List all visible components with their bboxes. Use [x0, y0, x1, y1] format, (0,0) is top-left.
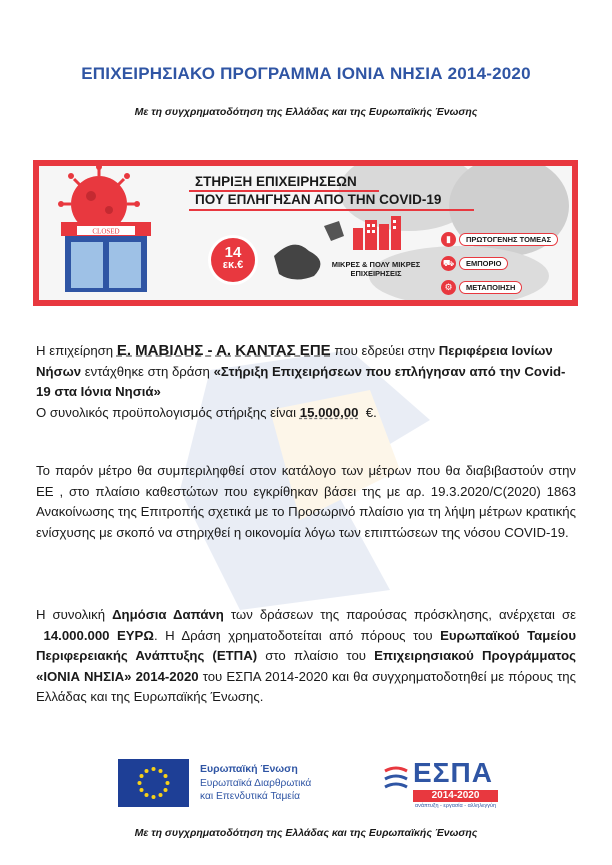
company-paragraph [36, 341, 576, 423]
banner-underline [189, 209, 474, 211]
eu-line1: Ευρωπαϊκή Ένωση [200, 763, 298, 775]
budget-amount: 15.000,00 [299, 404, 359, 420]
sector-item [441, 254, 569, 272]
text-span: Η συνολική [36, 607, 106, 622]
text-span: των δράσεων της παρούσας πρόσκλησης, ανέρχεται σε [230, 607, 576, 622]
gear-icon: ⚙ [441, 280, 456, 295]
espa-word: ΕΣΠΑ [413, 757, 493, 788]
region-name: Περιφέρεια Ιονίων Νήσων [36, 343, 553, 379]
public-expenditure-label: Δημόσια Δαπάνη [112, 607, 224, 622]
espa-logo [383, 759, 503, 811]
page-title: ΕΠΙΧΕΙΡΗΣΙΑΚΟ ΠΡΟΓΡΑΜΜΑ ΙΟΝΙΑ ΝΗΣΙΑ 2014-2020 [81, 64, 531, 83]
covid-support-banner [33, 160, 578, 306]
sector-list [441, 230, 569, 302]
company-name: Ε. ΜΑΒΙΛΗΣ - Α. ΚΑΝΤΑΣ ΕΠΕ [116, 342, 331, 359]
budget-badge [211, 238, 255, 282]
sector-label: ΕΜΠΟΡΙΟ [459, 257, 508, 270]
sector-item [441, 230, 569, 248]
text-span: του ΕΣΠΑ 2014-2020 και θα συγχρηματοδοτηθεί με πόρους της Ελλάδας και της Ευρωπαϊκής Ένωσης. [36, 668, 576, 704]
espa-tagline: ανάπτυξη - εργασία - αλληλεγγύη [414, 803, 497, 809]
eu-line2: Ευρωπαϊκά Διαρθρωτικά [200, 777, 312, 789]
cart-icon: ⛟ [441, 256, 456, 271]
sector-item [441, 278, 569, 296]
espa-years: 2014-2020 [413, 790, 498, 802]
fund-name: Ευρωπαϊκού Ταμείου Περιφερειακής Ανάπτυξης (ΕΤΠΑ) [36, 627, 576, 663]
sector-label: ΠΡΩΤΟΓΕΝΗΣ ΤΟΜΕΑΣ [459, 233, 558, 246]
eu-flag-icon [118, 759, 189, 807]
espa-flag-icon [383, 765, 409, 795]
text-span: στο πλαίσιο του [265, 648, 366, 663]
sector-label: ΜΕΤΑΠΟΙΗΣΗ [459, 281, 522, 294]
text-span: . Η Δράση χρηματοδοτείται από πόρους του [153, 627, 433, 643]
page-subtitle: Με τη συγχρηματοδότηση της Ελλάδας και της Ευρωπαϊκής Ένωσης [134, 106, 478, 118]
text-span: Η επιχείρηση [36, 343, 114, 358]
banner-title-line1: ΣΤΗΡΙΞΗ ΕΠΙΧΕΙΡΗΣΕΩΝ [195, 174, 357, 189]
text-span: εντάχθηκε στη δράση [84, 363, 210, 379]
budget-intro: Ο συνολικός προϋπολογισμός στήριξης είναι [36, 404, 297, 420]
footer-cofinancing-text: Με τη συγχρηματοδότηση της Ελλάδας και της Ευρωπαϊκής Ένωσης [134, 827, 478, 839]
action-name: «Στήριξη Επιχειρήσεων που επλήγησαν από την Covid-19 στα Ιόνια Νησιά» [36, 363, 566, 399]
eu-line3: και Επενδυτικά Ταμεία [200, 791, 301, 802]
badge-number: 14 [224, 244, 242, 261]
budget-currency: €. [365, 404, 377, 420]
public-expenditure-paragraph [36, 605, 576, 708]
svg-text:CLOSED: CLOSED [92, 227, 120, 236]
footer-logos [118, 759, 518, 819]
text-span: που εδρεύει στην [334, 343, 436, 358]
state-aid-paragraph: Το παρόν μέτρο θα συμπεριληφθεί στον κατάλογο των μέτρων που θα διαβιβαστούν στην ΕΕ , στο πλαίσιο καθεστώτων που εγκρίθηκαν βάσει της με αρ. 19.3.2020/C(2020) 1863 Ανακοίνωσης της Επιτροπής σχετικά με το Προσωρινό πλαίσιο για τη λήψη μέτρων κρατικής ενίσχυσης με σκοπό να στηριχθεί η οικονομία λόγω των επιπτώσεων της νόσου COVID-19. [36, 463, 576, 540]
badge-unit: εκ.€ [222, 259, 244, 271]
total-amount: 14.000.000 ΕΥΡΩ [43, 627, 154, 643]
eu-text [200, 763, 311, 804]
banner-title-line2: ΠΟΥ ΕΠΛΗΓΗΣΑΝ ΑΠΟ ΤΗΝ COVID-19 [195, 192, 442, 207]
program-name: Επιχειρησιακού Προγράμματος «ΙΟΝΙΑ ΝΗΣΙΑ» 2014-2020 [36, 648, 576, 684]
sme-label: ΜΙΚΡΕΣ & ΠΟΛΥ ΜΙΚΡΕΣ ΕΠΙΧΕΙΡΗΣΕΙΣ [331, 260, 421, 278]
bottle-icon: ▮ [441, 232, 456, 247]
